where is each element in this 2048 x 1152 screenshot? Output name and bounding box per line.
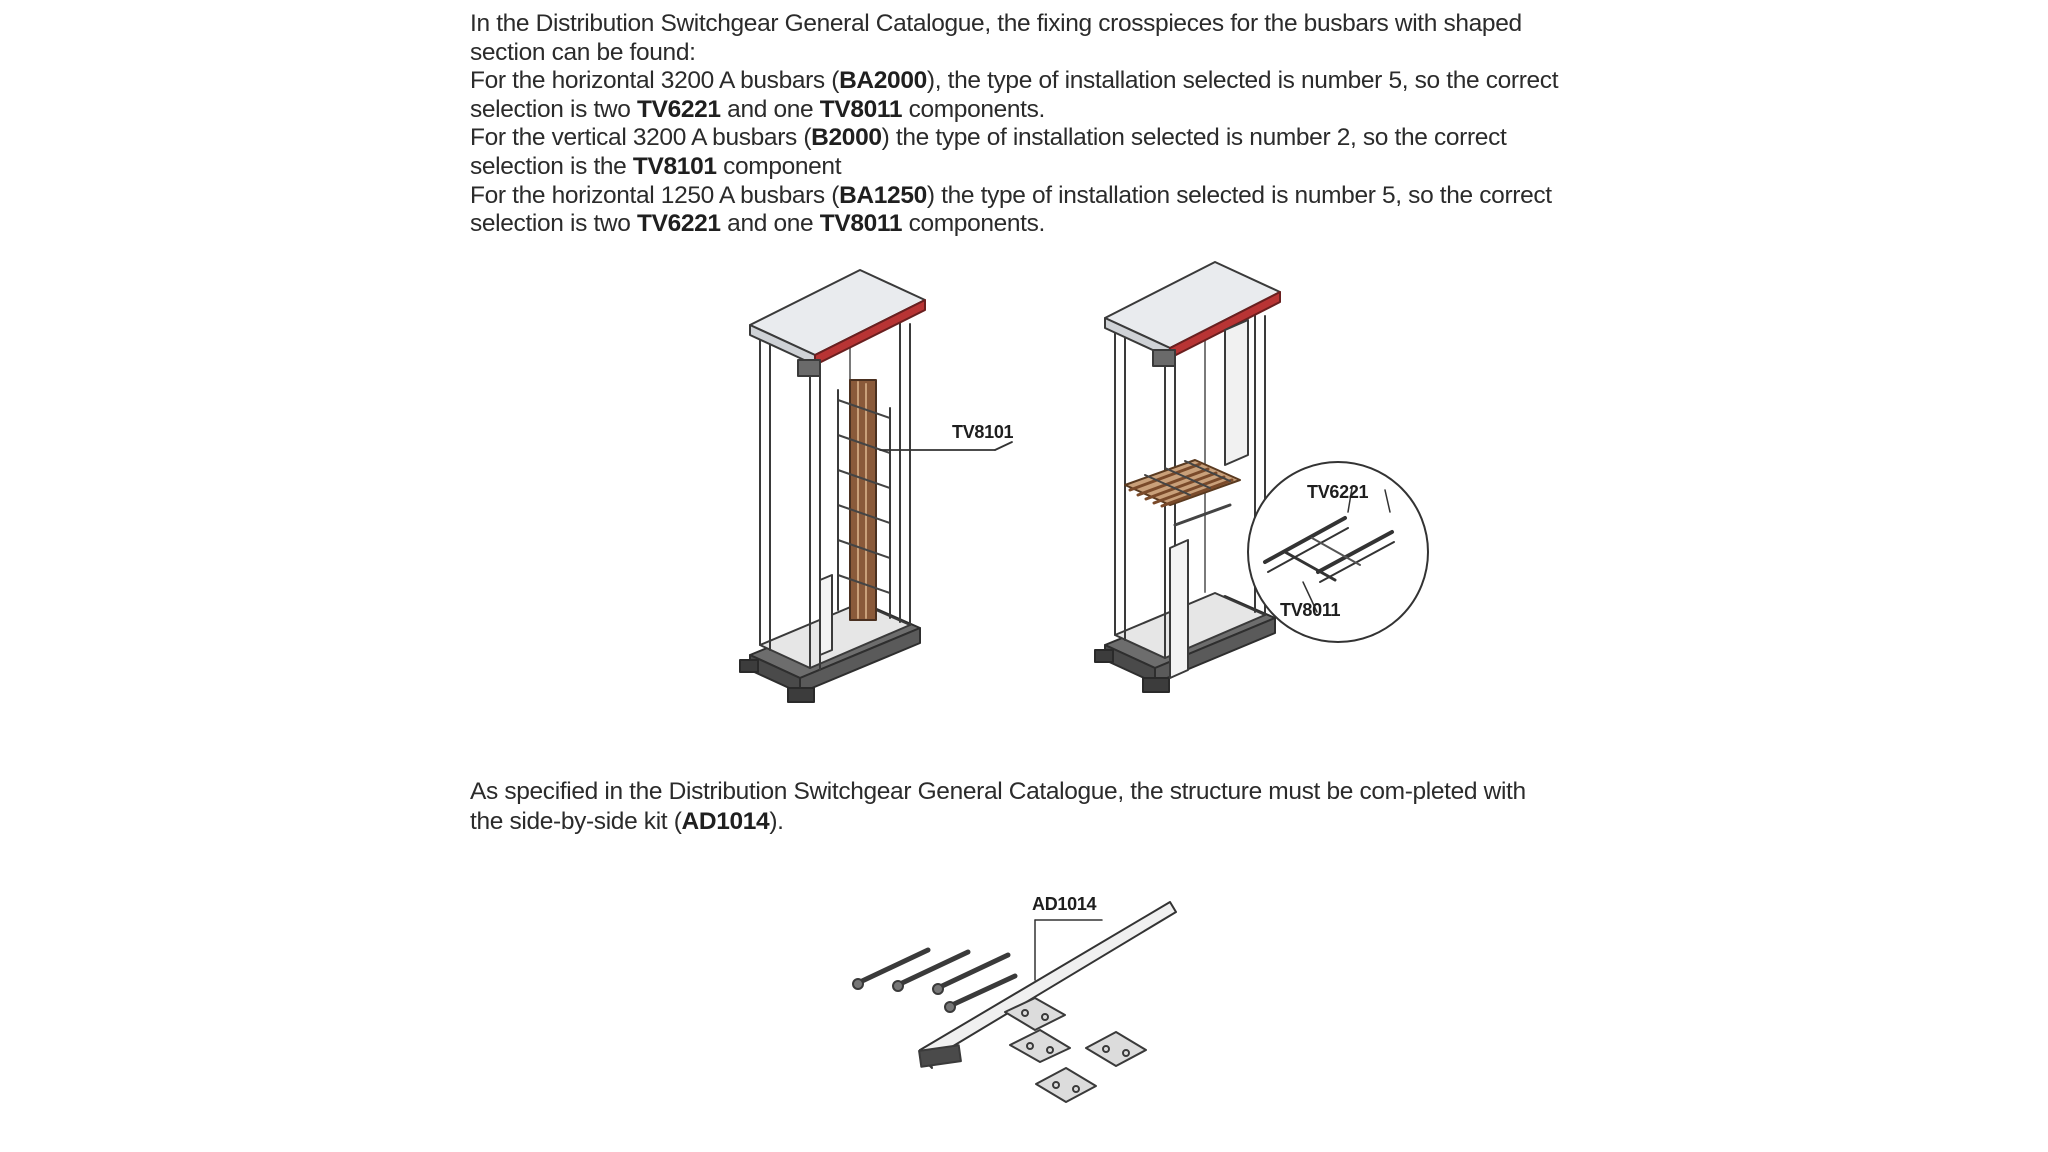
horizontal-1250-line — [470, 182, 1560, 239]
intro-text: In the Distribution Switchgear General Catalogue, the fixing crosspieces for the busbars with shaped section can be found: — [470, 10, 1522, 66]
horizontal-3200-line — [470, 67, 1560, 124]
busbar-code-ba2000: BA2000 — [839, 67, 927, 95]
vertical-busbar-support — [838, 380, 890, 620]
busbar-code-b2000: B2000 — [811, 124, 882, 152]
vertical-3200-prefix: For the vertical 3200 A busbars ( — [470, 124, 812, 152]
part-code-tv6221: TV6221 — [637, 210, 721, 238]
horizontal-3200-suffix: components. — [902, 95, 1045, 123]
callout-ad1014: AD1014 — [1032, 894, 1097, 914]
kit-prefix: As specified in the Distribution Switchgear General Catalogue, the structure must be com-pleted with the side-by-side kit ( — [470, 778, 1526, 835]
vertical-3200-line — [470, 124, 1560, 181]
fixing-bolts — [853, 950, 1015, 1012]
kit-code-ad1014: AD1014 — [681, 808, 770, 835]
callout-tv8101: TV8101 — [952, 422, 1014, 442]
busbar-selection-text — [470, 10, 1560, 239]
part-code-tv8101: TV8101 — [632, 152, 717, 180]
horizontal-3200-joiner: and one — [720, 95, 820, 123]
kit-line — [470, 777, 1560, 837]
horizontal-busbars — [1125, 460, 1240, 525]
intro-line — [470, 10, 1560, 67]
right-cabinet — [1095, 262, 1280, 692]
part-code-tv8011: TV8011 — [819, 95, 903, 123]
vertical-3200-middle: ) the type of installation selected is number 2, so the correct selection is the — [470, 124, 1507, 180]
horizontal-1250-suffix: components. — [902, 210, 1045, 238]
kit-text — [470, 777, 1560, 837]
horizontal-1250-prefix: For the horizontal 1250 A busbars ( — [470, 181, 840, 209]
callout-tv6221: TV6221 — [1307, 482, 1369, 502]
part-code-tv8011: TV8011 — [819, 210, 903, 238]
callout-tv8011: TV8011 — [1280, 600, 1341, 620]
vertical-3200-suffix: component — [716, 152, 842, 180]
part-code-tv6221: TV6221 — [637, 95, 721, 123]
kit-suffix: ). — [769, 808, 784, 835]
horizontal-3200-middle: ), the type of installation selected is number 5, so the correct selection is two — [470, 67, 1559, 123]
horizontal-1250-joiner: and one — [720, 210, 820, 238]
fixing-plates — [1005, 998, 1146, 1102]
horizontal-1250-middle: ) the type of installation selected is number 5, so the correct selection is two — [470, 181, 1552, 238]
busbar-code-ba1250: BA1250 — [839, 181, 927, 209]
cabinets-illustration — [720, 250, 1440, 730]
left-cabinet — [740, 270, 925, 702]
horizontal-3200-prefix: For the horizontal 3200 A busbars ( — [470, 67, 840, 95]
side-by-side-kit-illustration — [840, 880, 1180, 1120]
